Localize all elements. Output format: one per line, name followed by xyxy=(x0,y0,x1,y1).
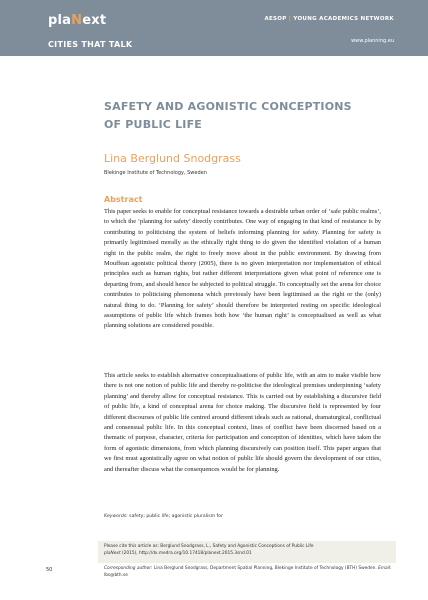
abstract-paragraph-2: This article seeks to establish alternative conceptualisations of public life, with an aim to make visible how there is not one notion of public life and thereby re-politicise the ideological premises underpinning ‘safety planning’ and thereby allow for conceptual resistance. This is carried out by establishing a discursive field of public life, a kind of conceptual arena for choice making. The discursive field is represented by four different discourses of public life centred around different ideals such as rational, dramaturgical, conflictual and consensual public life. In this conceptual context, lines of conflict have been discerned based on a thematic of purpose, character, criteria for participation and conception of identities, which have taken the form of agonistic dimensions, from which planning discursively can position itself. This paper argues that we first must agonistically agree on what notion of public life should govern the development of our cities, and thereafter discuss what the consequences would be for planning. xyxy=(104,372,381,473)
org-aesop: AESOP xyxy=(264,16,287,22)
network-label xyxy=(264,16,394,22)
abstract-paragraph-1: This paper seeks to enable for conceptual resistance towards a desirable urban order of ‘safe public realms’, to which the ‘planning for safety’ directly contributes. One way of engaging in that kind of resistance is by contributing to politicising the system of beliefs informing planning for safety. Planning for safety is primarily legitimised morally as the ethically right thing to do given the identified violation of a human right in the public realm, the right to freely move about in the public environment. By drawing from Mouffean agonistic political theory (2005), there is no given interpretation nor implementation of ethical principles such as human rights, but rather different interpretations given what point of reference one is departing from, and should hence be subjected to political struggle. To conceptually set the arena for choice contributes to politicising phenomena which previously have been legitimised as the right or the (only) natural thing to do. ‘Planning for safety’ should therefore be interpreted resting on specific ideological assumptions of public life which frames both how ‘the human right’ is conceptualised as well as what planning solutions are considered possible. xyxy=(104,208,381,330)
keywords-label: Keywords xyxy=(104,514,127,519)
email-address[interactable]: : lbs@bth.se xyxy=(104,566,392,578)
org-separator: | xyxy=(288,16,292,22)
journal-url[interactable]: www.planning.eu xyxy=(351,38,394,44)
logo-plan: pla xyxy=(48,13,72,28)
author-name: Lina Berglund Snodgrass xyxy=(104,152,241,165)
corr-label: Corresponding author xyxy=(104,566,152,571)
keywords-text: : safety; public life; agonistic pluralism for xyxy=(126,514,223,519)
page-number: 50 xyxy=(46,567,53,573)
article-title: SAFETY AND AGONISTIC CONCEPTIONS OF PUBLIC LIFE xyxy=(104,100,352,131)
citation-text xyxy=(104,544,392,557)
author-affiliation: Blekinge Institute of Technology, Sweden xyxy=(104,170,207,176)
journal-header-bar xyxy=(0,0,428,56)
org-network: YOUNG ACADEMICS NETWORK xyxy=(293,16,394,22)
section-label: CITIES THAT TALK xyxy=(48,40,133,49)
logo-n: N xyxy=(71,13,83,28)
keywords-line xyxy=(104,514,223,519)
citation-line-2[interactable]: (2015), http://dx.medra.org/10.17418/planext.2015.3snd.01 xyxy=(120,550,252,556)
citation-line-1: Please cite this article as: Berglund Snodgrass, L., Safety and Agonistic Conceptions of Public Life xyxy=(104,544,314,549)
email-label: Email xyxy=(378,566,391,571)
corresponding-author-note xyxy=(104,566,392,579)
abstract-heading: Abstract xyxy=(104,195,143,204)
citation-journal: plaNext xyxy=(104,550,121,556)
journal-logo xyxy=(48,13,106,28)
corr-text: : Lina Berglund Snodgrass, Department Spatial Planning, Blekinge Institute of Technology (BTH) Sweden. xyxy=(151,566,377,571)
logo-ext: ext xyxy=(82,13,107,28)
